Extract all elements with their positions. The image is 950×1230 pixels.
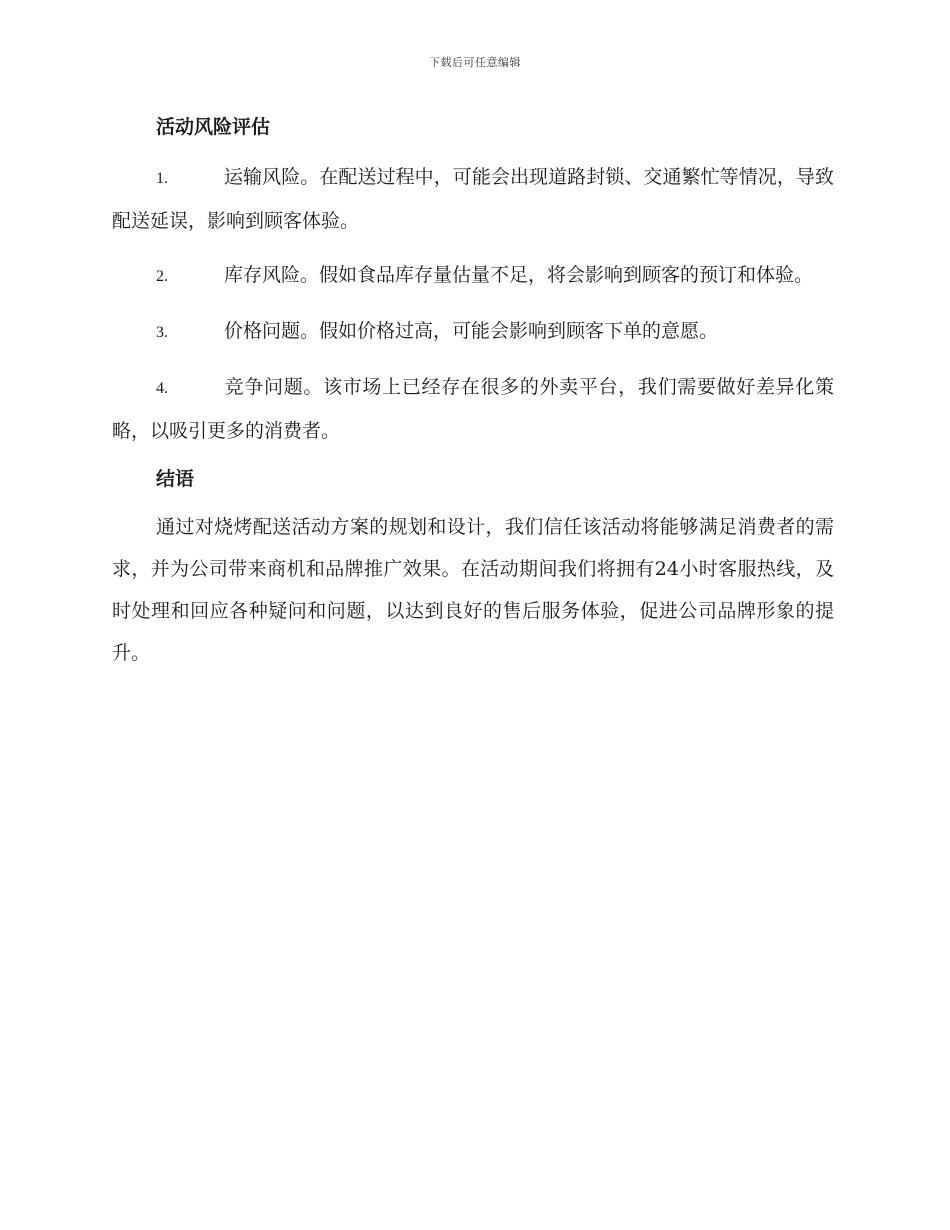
page-header-note: 下载后可任意编辑: [429, 56, 521, 69]
conclusion-paragraph: 通过对烧烤配送活动方案的规划和设计，我们信任该活动将能够满足消费者的需求，并为公司带来商机和品牌推广效果。在活动期间我们将拥有24小时客服热线，及时处理和回应各种疑问和问题，以达到良好的售后服务体验，促进公司品牌形象的提升。: [112, 516, 834, 664]
list-item-number: 3.: [156, 324, 168, 341]
list-item-text: 库存风险。假如食品库存量估量不足，将会影响到顾客的预订和体验。: [224, 264, 814, 286]
list-item-number: 1.: [156, 170, 168, 187]
list-item-text: 竞争问题。该市场上已经存在很多的外卖平台，我们需要做好差异化策略，以吸引更多的消费者。: [112, 376, 834, 442]
risk-list-item-2: [112, 254, 834, 298]
document-body: [112, 110, 834, 674]
risk-list-item-4: [112, 366, 834, 452]
risk-list-item-1: [112, 156, 834, 242]
list-item-number: 2.: [156, 268, 168, 285]
list-item-text: 价格问题。假如价格过高，可能会影响到顾客下单的意愿。: [224, 320, 719, 342]
list-item-number: 4.: [156, 380, 168, 397]
conclusion-section-title: 结语: [156, 468, 195, 490]
risk-list-item-3: [112, 310, 834, 354]
list-item-text: 运输风险。在配送过程中，可能会出现道路封锁、交通繁忙等情况，导致配送延误，影响到顾客体验。: [112, 166, 834, 232]
risk-section-title: 活动风险评估: [156, 116, 271, 138]
